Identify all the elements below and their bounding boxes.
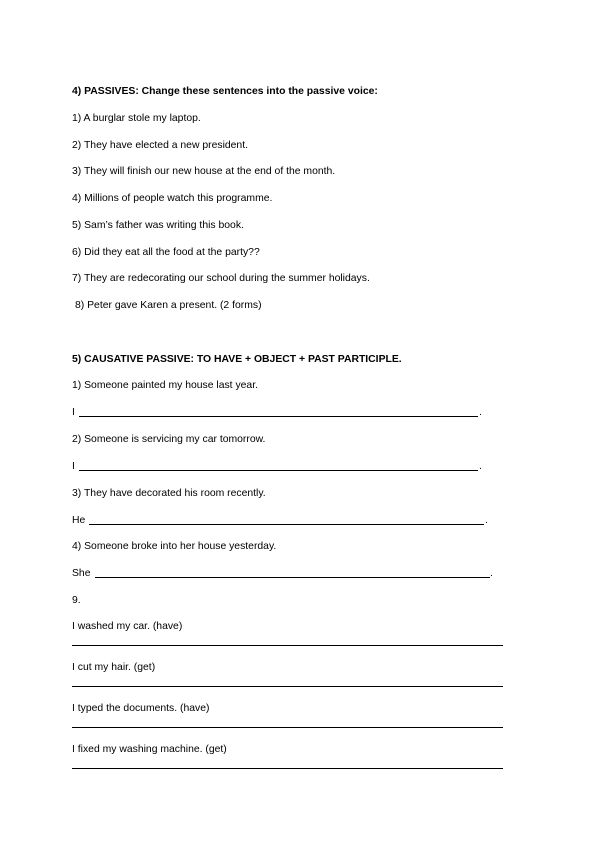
passive-item-8: 8) Peter gave Karen a present. (2 forms) (75, 300, 262, 311)
answer-line-1[interactable] (79, 416, 478, 417)
causative-item-4: 4) Someone broke into her house yesterday. (72, 541, 277, 552)
section-9-item-2: I cut my hair. (get) (72, 662, 156, 673)
answer-end-3: . (485, 515, 488, 526)
answer-end-2: . (479, 461, 482, 472)
passive-item-7: 7) They are redecorating our school during the summer holidays. (72, 273, 370, 284)
section-9-answer-line-1[interactable] (72, 645, 503, 646)
answer-end-1: . (479, 407, 482, 418)
section-9-answer-line-3[interactable] (72, 727, 503, 728)
section-9-item-3: I typed the documents. (have) (72, 703, 210, 714)
passive-item-4: 4) Millions of people watch this programme. (72, 193, 273, 204)
section-5-heading: 5) CAUSATIVE PASSIVE: TO HAVE + OBJECT + PAST PARTICIPLE. (72, 354, 402, 365)
passive-item-2: 2) They have elected a new president. (72, 140, 248, 151)
passive-item-5: 5) Sam’s father was writing this book. (72, 220, 244, 231)
answer-line-2[interactable] (79, 470, 478, 471)
section-9-item-1: I washed my car. (have) (72, 621, 183, 632)
answer-end-4: . (490, 568, 493, 579)
section-9-answer-line-2[interactable] (72, 686, 503, 687)
causative-item-3: 3) They have decorated his room recently. (72, 488, 266, 499)
section-9-item-4: I fixed my washing machine. (get) (72, 744, 227, 755)
answer-start-2: I (72, 461, 75, 472)
passive-item-1: 1) A burglar stole my laptop. (72, 113, 201, 124)
causative-item-2: 2) Someone is servicing my car tomorrow. (72, 434, 266, 445)
answer-line-4[interactable] (95, 577, 490, 578)
answer-line-3[interactable] (89, 524, 484, 525)
section-4-heading: 4) PASSIVES: Change these sentences into the passive voice: (72, 86, 378, 97)
passive-item-6: 6) Did they eat all the food at the party?? (72, 247, 260, 258)
answer-start-1: I (72, 407, 75, 418)
section-9-number: 9. (72, 595, 81, 606)
passive-item-3: 3) They will finish our new house at the end of the month. (72, 166, 336, 177)
causative-item-1: 1) Someone painted my house last year. (72, 380, 258, 391)
answer-start-4: She (72, 568, 91, 579)
section-9-answer-line-4[interactable] (72, 768, 503, 769)
answer-start-3: He (72, 515, 86, 526)
